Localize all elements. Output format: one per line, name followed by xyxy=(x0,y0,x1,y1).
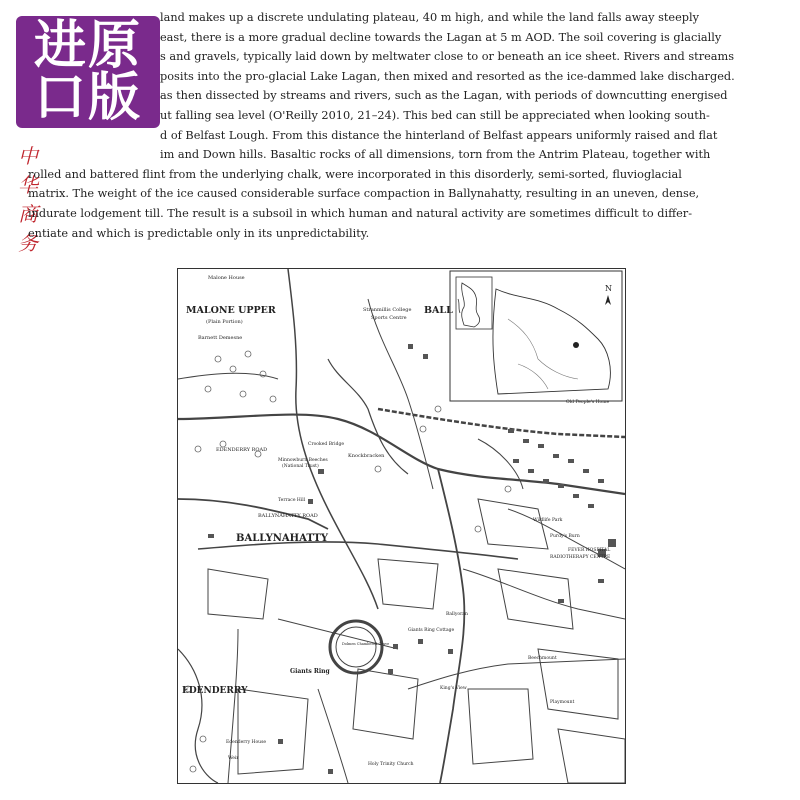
radiotherapy-label: RADIOTHERAPY CENTRE xyxy=(550,555,611,560)
malone-house-label: Malone House xyxy=(208,275,245,281)
paragraph-line: entiate and which is predictable only in its unpredictability. xyxy=(28,226,370,240)
playmount-label: Playmount xyxy=(550,700,575,705)
purdys-burn-label: Purdy's Burn xyxy=(550,534,580,539)
stranmillis-label: Stranmillis College xyxy=(363,307,412,313)
paragraph-line: east, there is a more gradual decline towards the Lagan at 5 m AOD. The soil covering is glacially xyxy=(160,30,722,44)
malone-upper-label: MALONE UPPER xyxy=(186,305,276,316)
ballyoran-label: Ballyoran xyxy=(446,612,468,617)
crooked-bridge-label: Crooked Bridge xyxy=(308,442,345,447)
old-peoples-home-label: Old People's Home xyxy=(566,400,610,405)
paragraph-line: im and Down hills. Basaltic rocks of all dimensions, torn from the Antrim Plateau, together with xyxy=(160,148,711,162)
edenderry-house-label: Edenderry House xyxy=(226,740,267,745)
kings-view-label: King's View xyxy=(440,686,467,691)
badge-char-2: 原 xyxy=(88,16,143,76)
giants-ring-cottage-label: Giants Ring Cottage xyxy=(408,628,455,633)
national-trust-label: (National Trust) xyxy=(282,464,319,469)
edenderry-road-label: EDENDERRY ROAD xyxy=(216,447,268,453)
paragraph-line: land makes up a discrete undulating plateau, 40 m high, and while the land falls away steeply xyxy=(160,11,700,24)
plain-portion-label: (Plain Portion) xyxy=(206,319,243,325)
paragraph-line: as then dissected by streams and rivers, such as the Lagan, with periods of downcutting energised xyxy=(160,89,728,103)
paragraph-line: posits into the pro-glacial Lake Lagan, then mixed and resorted as the ice-dammed lake discharged. xyxy=(160,69,735,83)
fever-hospital-label: FEVER HOSPITAL xyxy=(568,548,611,553)
sports-centre-label: Sports Centre xyxy=(371,315,407,321)
knockbracken-label: Knockbracken xyxy=(348,453,385,459)
barnett-label: Barnett Demesne xyxy=(198,335,243,341)
body-paragraph xyxy=(28,8,744,243)
inset-map xyxy=(450,271,622,401)
ball-label: BALL xyxy=(424,305,453,316)
paragraph-line: indurate lodgement till. The result is a subsoil in which human and natural activity are sometimes difficult to differ- xyxy=(28,206,693,220)
paragraph-line: d of Belfast Lough. From this distance the hinterland of Belfast appears uniformly raised and flat xyxy=(160,128,718,142)
wildlife-park-label: Wildlife Park xyxy=(533,518,563,523)
weir-label: Weir xyxy=(228,756,239,761)
paragraph-line: rolled and battered flint from the underlying chalk, were incorporated in this disorderly, semi-sorted, fluvioglacial xyxy=(28,167,682,181)
badge-char-1: 进 xyxy=(34,16,89,76)
holy-trinity-label: Holy Trinity Church xyxy=(368,762,414,767)
chambered-grave-label: Dolmen Chambered Grave xyxy=(342,642,390,646)
map-figure xyxy=(177,268,626,784)
paragraph-line: s and gravels, typically laid down by meltwater close to or beneath an ice sheet. Rivers and streams xyxy=(160,50,735,64)
paragraph-line: ut falling sea level (O'Reilly 2010, 21–24). This bed can still be appreciated when looking south- xyxy=(160,108,710,122)
terrace-hill-label: Terrace Hill xyxy=(278,498,306,503)
ballynahatty-label: BALLYNAHATTY xyxy=(236,533,328,544)
badge-char-4: 版 xyxy=(88,68,143,128)
edenderry-label: EDENDERRY xyxy=(182,686,248,696)
minnowburn-label: Minnowburn Beeches xyxy=(278,458,328,463)
publisher-name: 中华商务 xyxy=(18,144,40,255)
north-label: N xyxy=(605,284,612,293)
paragraph-line: matrix. The weight of the ice caused considerable surface compaction in Ballynahatty, resulting in an uneven, dense, xyxy=(28,187,700,201)
map-svg xyxy=(178,269,625,783)
ballynahatty-road-label: BALLYNAHATTY ROAD xyxy=(258,513,318,519)
giants-ring-label: Giants Ring xyxy=(290,668,330,675)
badge-char-3: 口 xyxy=(34,68,89,128)
beechmount-label: Beechmount xyxy=(528,656,557,661)
